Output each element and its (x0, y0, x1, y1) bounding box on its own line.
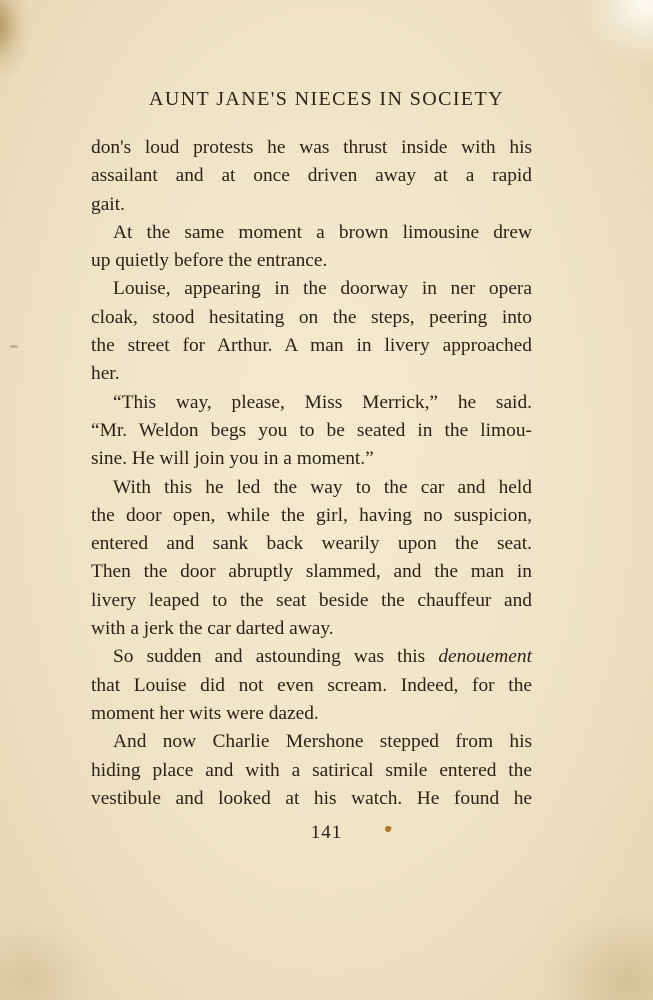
text-line: the door open, while the girl, having no suspicion, (91, 504, 532, 526)
text-line: hiding place and with a satirical smile entered the (91, 759, 532, 781)
text-line: up quietly before the entrance. (91, 250, 328, 272)
text-line: And now Charlie Mershone stepped from his (113, 731, 532, 753)
text-line: the street for Arthur. A man in livery approached (91, 335, 532, 357)
body-text (91, 134, 532, 813)
text-line: entered and sank back wearily upon the seat. (91, 533, 532, 555)
text-line: don's loud protests he was thrust inside with his (91, 137, 532, 158)
text-line (91, 643, 532, 671)
text-line: gait. (91, 193, 125, 215)
text-line: livery leaped to the seat beside the chauffeur and (91, 589, 532, 611)
text-fragment: So sudden and astounding was this (113, 646, 426, 668)
text-line: cloak, stood hesitating on the steps, peering into (91, 306, 532, 328)
text-line: sine. He will join you in a moment.” (91, 448, 374, 470)
text-line: Then the door abruptly slammed, and the man in (91, 561, 532, 583)
age-stain (0, 0, 30, 80)
text-line: her. (91, 363, 120, 385)
text-line: with a jerk the car darted away. (91, 618, 334, 640)
running-head: AUNT JANE'S NIECES IN SOCIETY (149, 88, 504, 110)
text-line: that Louise did not even scream. Indeed, for the (91, 674, 532, 696)
text-line: With this he led the way to the car and held (113, 476, 532, 498)
age-stain (0, 920, 100, 1000)
page-number: 141 (310, 822, 343, 843)
text-line: “This way, please, Miss Merrick,” he said. (113, 391, 532, 413)
text-line: Louise, appearing in the doorway in ner opera (113, 278, 532, 300)
worn-corner (583, 0, 653, 60)
text-line: moment her wits were dazed. (91, 702, 319, 724)
text-line: At the same moment a brown limousine drew (113, 221, 532, 243)
text-line: vestibule and looked at his watch. He found he (91, 787, 532, 809)
text-line: “Mr. Weldon begs you to be seated in the limou- (91, 419, 532, 441)
text-line: assailant and at once driven away at a rapid (91, 165, 532, 187)
paper-mark (10, 345, 18, 348)
italic-word: denouement (438, 646, 532, 668)
age-stain (543, 910, 653, 1000)
